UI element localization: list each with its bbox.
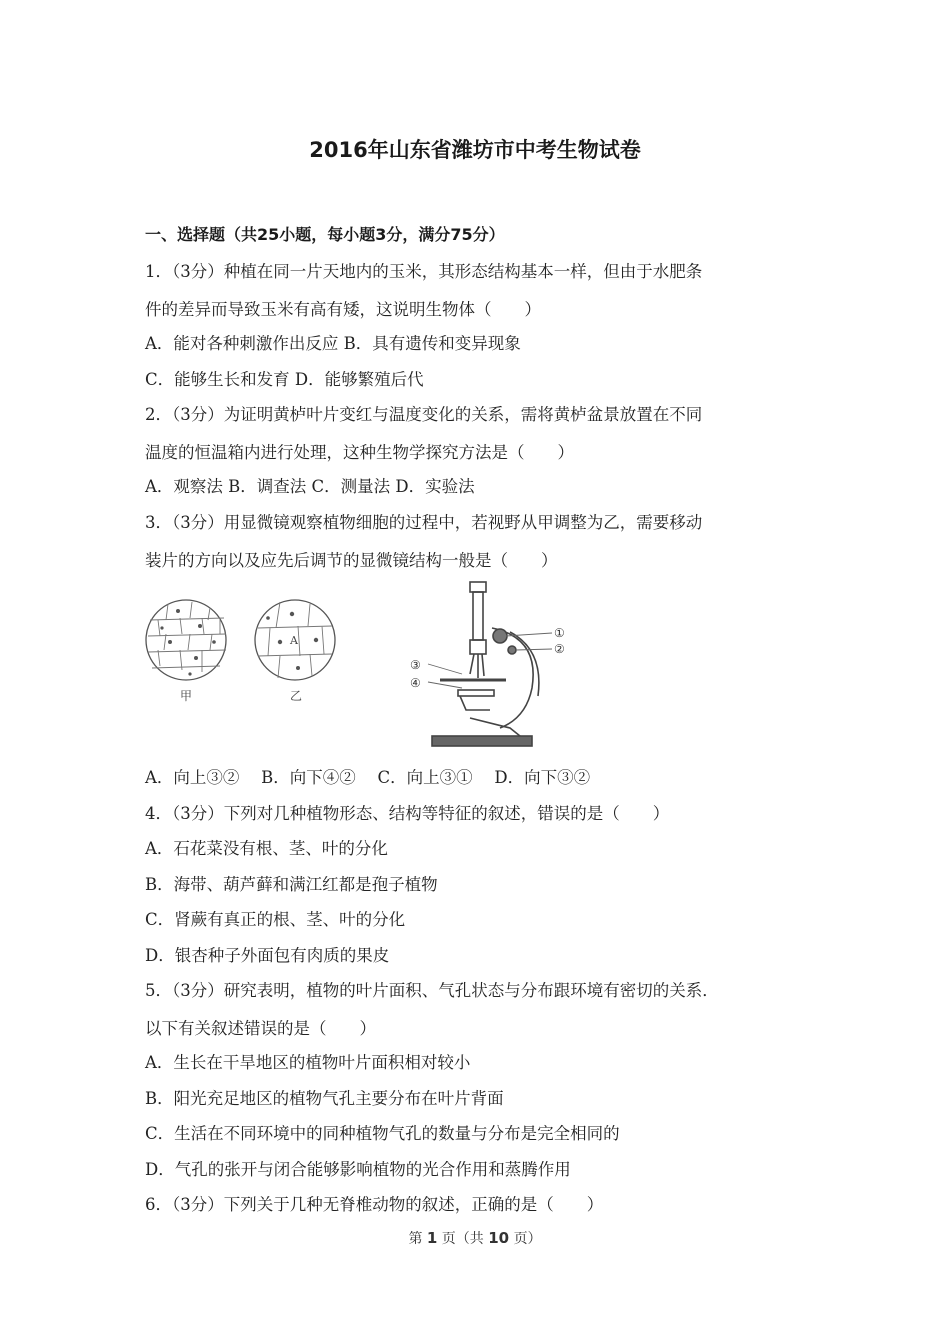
label-yi: 乙	[290, 689, 303, 703]
footer-suffix: 页）	[513, 1231, 542, 1247]
page-title: 2016年山东省潍坊市中考生物试卷	[309, 138, 641, 162]
q2-line-1: 2．（3分）为证明黄栌叶片变红与温度变化的关系，需将黄栌盆景放置在不同	[145, 405, 703, 424]
q5-line-2: 以下有关叙述错误的是（ ）	[145, 1019, 376, 1038]
section-heading: 一、选择题（共25小题，每小题3分，满分75分）	[145, 225, 505, 244]
microscope-figure	[140, 578, 600, 754]
q4-option-b: B．海带、葫芦藓和满江红都是孢子植物	[145, 875, 438, 894]
q6-line-1: 6．（3分）下列关于几种无脊椎动物的叙述，正确的是（ ）	[145, 1195, 604, 1214]
q4-line-1: 4．（3分）下列对几种植物形态、结构等特征的叙述，错误的是（ ）	[145, 804, 670, 823]
q5-option-c: C．生活在不同环境中的同种植物气孔的数量与分布是完全相同的	[145, 1124, 620, 1143]
marker-2: ②	[554, 642, 565, 656]
marker-4: ④	[410, 676, 421, 690]
footer-page-number: 1	[426, 1229, 438, 1247]
q3-line-2: 装片的方向以及应先后调节的显微镜结构一般是（ ）	[145, 551, 558, 570]
q4-option-d: D．银杏种子外面包有肉质的果皮	[145, 946, 390, 965]
q5-option-d: D．气孔的张开与闭合能够影响植物的光合作用和蒸腾作用	[145, 1160, 571, 1179]
label-jia: 甲	[180, 689, 193, 703]
q4-option-a: A．石花菜没有根、茎、叶的分化	[145, 839, 388, 858]
q3-options: A．向上③② B．向下④② C．向上③① D．向下③②	[145, 768, 591, 787]
q5-option-b: B．阳光充足地区的植物气孔主要分布在叶片背面	[145, 1089, 504, 1108]
footer-middle: 页（共	[441, 1231, 484, 1247]
q1-line-2: 件的差异而导致玉米有高有矮，这说明生物体（ ）	[145, 300, 541, 319]
label-A: A	[290, 634, 298, 647]
footer-total-pages: 10	[488, 1229, 510, 1247]
marker-3: ③	[410, 658, 421, 672]
q3-line-1: 3．（3分）用显微镜观察植物细胞的过程中，若视野从甲调整为乙，需要移动	[145, 513, 703, 532]
footer-prefix: 第	[408, 1231, 423, 1247]
q1-options-ab: A．能对各种刺激作出反应 B．具有遗传和变异现象	[145, 334, 521, 353]
field-yi	[255, 600, 335, 703]
page-footer	[0, 1228, 950, 1248]
q4-option-c: C．肾蕨有真正的根、茎、叶的分化	[145, 910, 406, 929]
marker-1: ①	[554, 626, 565, 640]
q2-options: A．观察法 B．调查法 C．测量法 D．实验法	[145, 477, 475, 496]
q1-line-1: 1．（3分）种植在同一片天地内的玉米，其形态结构基本一样，但由于水肥条	[145, 262, 703, 281]
q5-line-1: 5．（3分）研究表明，植物的叶片面积、气孔状态与分布跟环境有密切的关系．	[145, 981, 719, 1000]
field-jia	[146, 600, 226, 703]
q2-line-2: 温度的恒温箱内进行处理，这种生物学探究方法是（ ）	[145, 443, 574, 462]
q5-option-a: A．生长在干旱地区的植物叶片面积相对较小	[145, 1053, 471, 1072]
microscope-drawing	[432, 582, 539, 746]
q1-options-cd: C．能够生长和发育 D．能够繁殖后代	[145, 370, 424, 389]
